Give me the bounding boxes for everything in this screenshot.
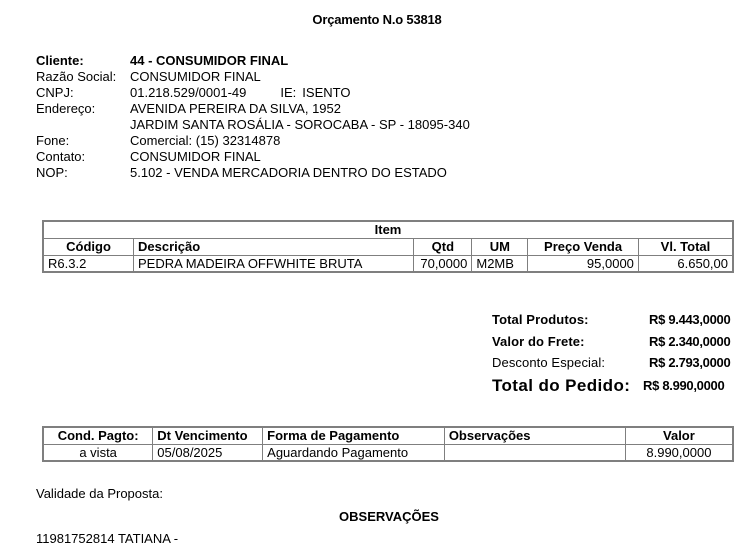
endereco-row-2 [36, 117, 470, 133]
frete-value: R$ 2.340,0000 [649, 334, 731, 349]
cliente-value: 44 - CONSUMIDOR FINAL [130, 53, 289, 68]
items-table [42, 220, 734, 273]
total-pedido-value: R$ 8.990,0000 [643, 378, 725, 393]
totals-block [492, 305, 730, 396]
total-produtos-row [492, 305, 730, 327]
payment-cond: a vista [43, 444, 153, 461]
payment-header-row [43, 427, 733, 444]
razao-value: CONSUMIDOR FINAL [130, 69, 261, 84]
col-forma-pagamento: Forma de Pagamento [263, 427, 445, 444]
fone-value: Comercial: (15) 32314878 [130, 133, 281, 148]
contato-label: Contato: [36, 149, 86, 164]
desconto-value: R$ 2.793,0000 [649, 355, 731, 370]
total-pedido-row [492, 370, 730, 396]
col-total: Vl. Total [638, 238, 733, 255]
cliente-label: Cliente: [36, 53, 84, 68]
fone-row [36, 133, 470, 149]
col-qtd: Qtd [414, 238, 472, 255]
item-qtd: 70,0000 [414, 255, 472, 272]
frete-label: Valor do Frete: [492, 334, 585, 349]
ie-label: IE: [280, 85, 297, 100]
nop-label: NOP: [36, 165, 68, 180]
item-total: 6.650,00 [638, 255, 733, 272]
col-dt-vencimento: Dt Vencimento [153, 427, 263, 444]
col-cond-pagto: Cond. Pagto: [43, 427, 153, 444]
endereco-row [36, 101, 470, 117]
nop-row [36, 165, 470, 181]
item-codigo: R6.3.2 [43, 255, 134, 272]
fone-label: Fone: [36, 133, 70, 148]
cnpj-label: CNPJ: [36, 85, 74, 100]
endereco-label: Endereço: [36, 101, 96, 116]
client-row [36, 53, 470, 69]
cnpj-value: 01.218.529/0001-49 [130, 85, 247, 100]
payment-obs [444, 444, 625, 461]
total-produtos-value: R$ 9.443,0000 [649, 312, 731, 327]
item-preco: 95,0000 [528, 255, 639, 272]
col-preco: Preço Venda [528, 238, 639, 255]
document-title: Orçamento N.o 53818 [312, 12, 442, 27]
item-um: M2MB [472, 255, 528, 272]
item-descricao: PEDRA MADEIRA OFFWHITE BRUTA [134, 255, 414, 272]
col-codigo: Código [43, 238, 134, 255]
ie-value: ISENTO [302, 85, 351, 100]
items-header-row [43, 238, 733, 255]
table-row [43, 444, 733, 461]
table-row [43, 255, 733, 272]
col-descricao: Descrição [134, 238, 414, 255]
desconto-row [492, 349, 730, 370]
validade-label: Validade da Proposta: [36, 486, 163, 501]
payment-table [42, 426, 734, 462]
client-info [36, 53, 470, 181]
col-observacoes: Observações [444, 427, 625, 444]
payment-forma: Aguardando Pagamento [263, 444, 445, 461]
observacoes-title: OBSERVAÇÕES [339, 509, 439, 524]
endereco-line1: AVENIDA PEREIRA DA SILVA, 1952 [130, 101, 341, 116]
payment-valor: 8.990,0000 [625, 444, 733, 461]
frete-row [492, 327, 730, 349]
payment-vencimento: 05/08/2025 [153, 444, 263, 461]
items-section-title: Item [43, 221, 733, 238]
col-um: UM [472, 238, 528, 255]
endereco-line2: JARDIM SANTA ROSÁLIA - SOROCABA - SP - 18095-340 [130, 117, 470, 132]
total-pedido-label: Total do Pedido: [492, 376, 631, 395]
observacoes-text: 11981752814 TATIANA - [36, 531, 179, 546]
total-produtos-label: Total Produtos: [492, 312, 589, 327]
razao-label: Razão Social: [36, 69, 117, 84]
razao-row [36, 69, 470, 85]
contato-row [36, 149, 470, 165]
nop-value: 5.102 - VENDA MERCADORIA DENTRO DO ESTADO [130, 165, 447, 180]
cnpj-row [36, 85, 470, 101]
col-valor: Valor [625, 427, 733, 444]
contato-value: CONSUMIDOR FINAL [130, 149, 261, 164]
desconto-label: Desconto Especial: [492, 355, 606, 370]
